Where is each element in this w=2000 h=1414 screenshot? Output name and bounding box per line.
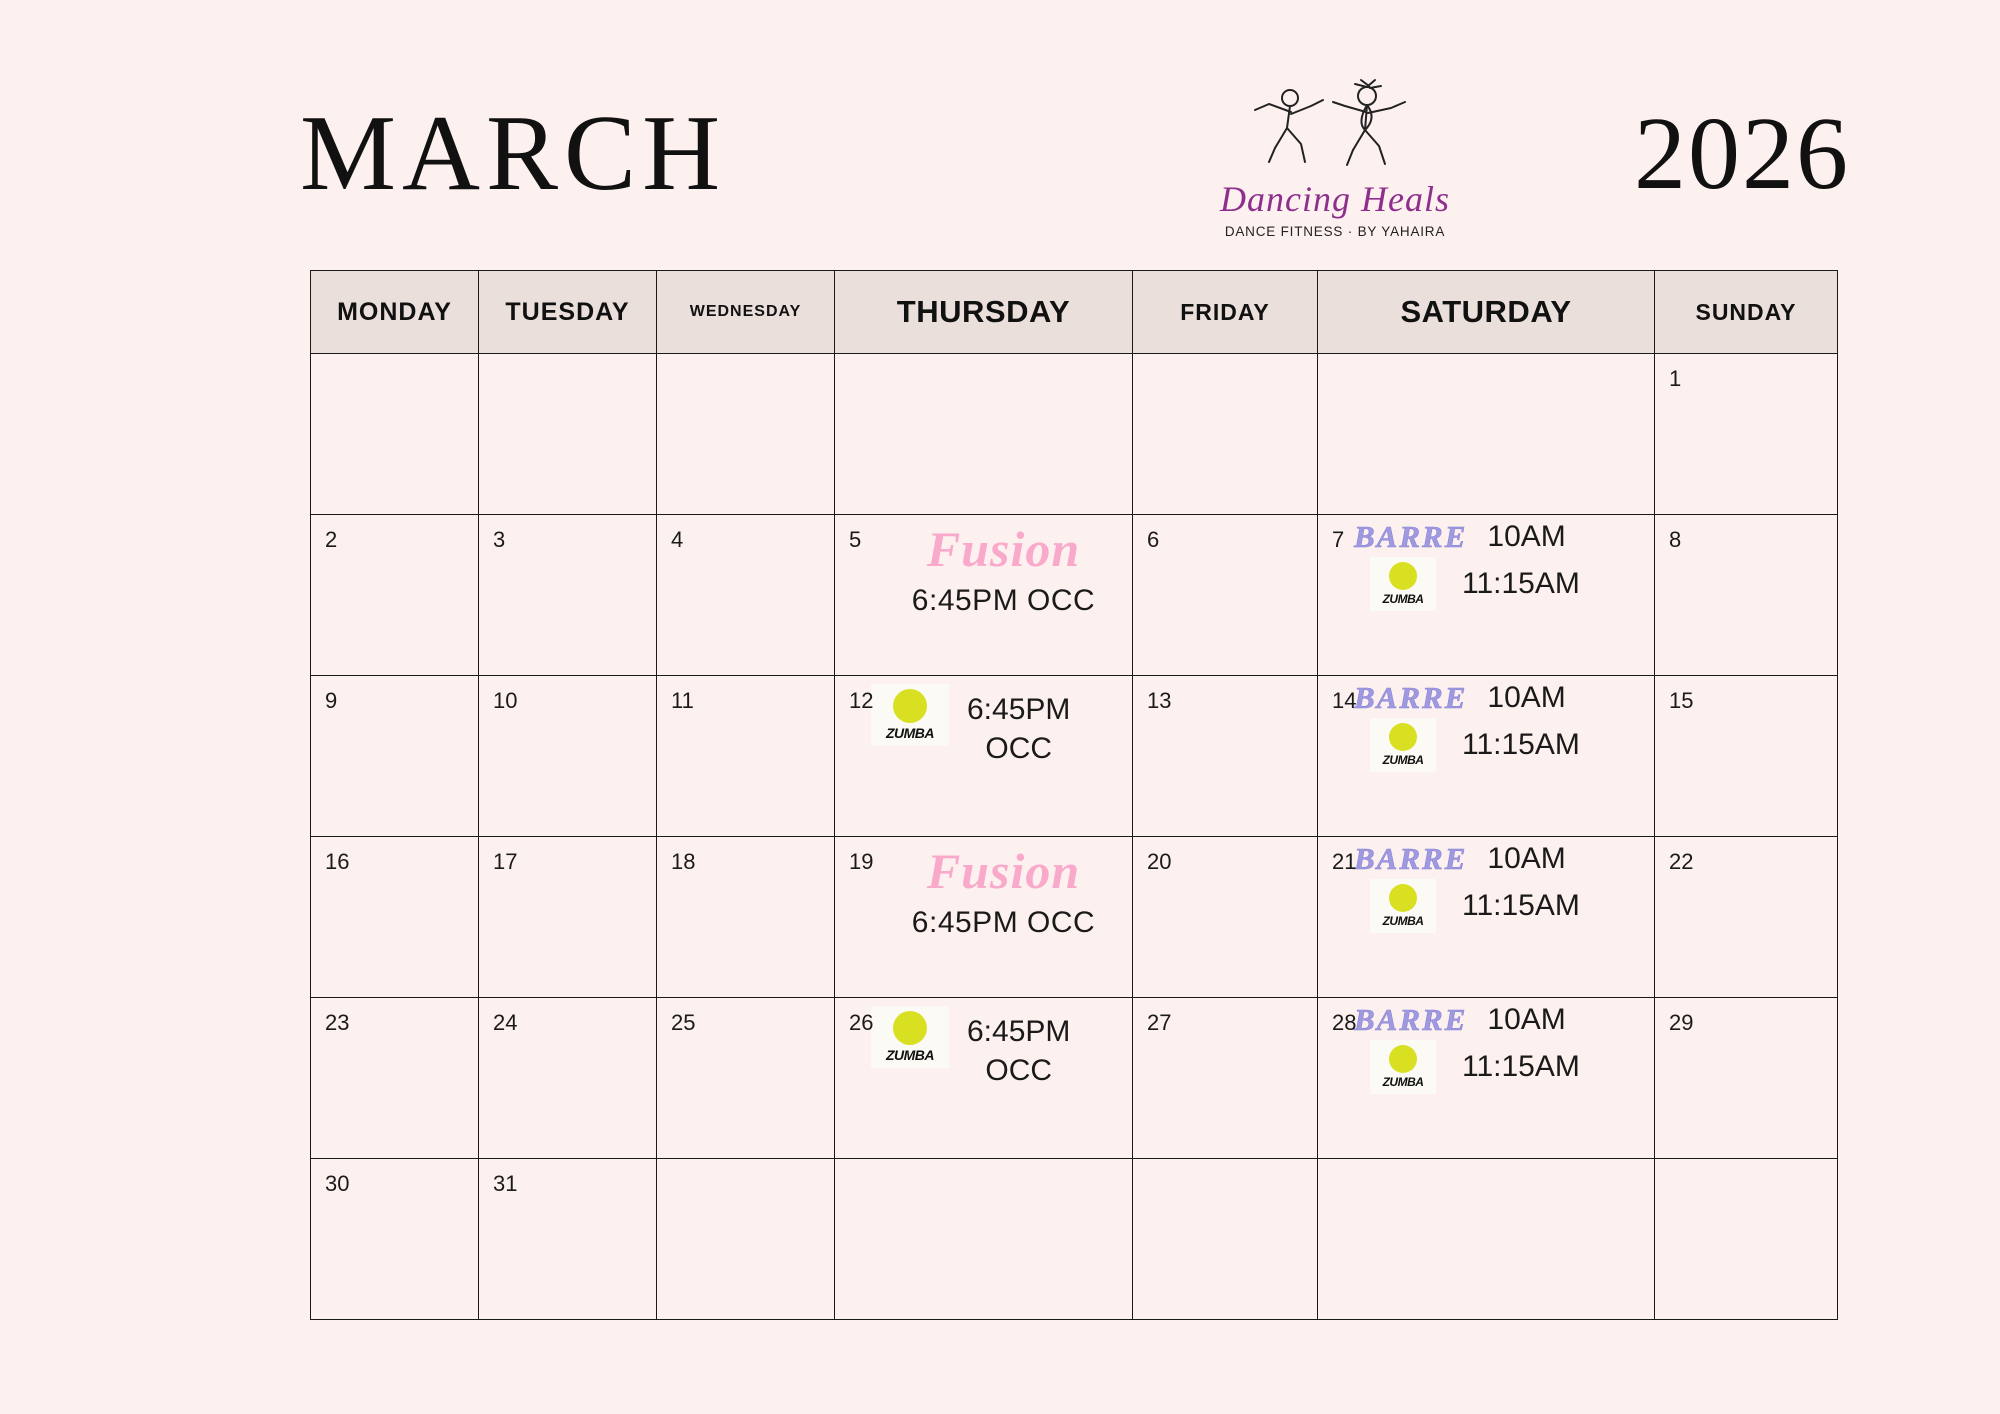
zumba-mark-icon <box>893 689 927 723</box>
day-number: 19 <box>849 849 874 874</box>
zumba-time: 11:15AM <box>1462 1050 1580 1083</box>
day-number: 2 <box>325 527 338 552</box>
day-cell[interactable] <box>311 515 479 676</box>
event-barre[interactable] <box>1318 1002 1654 1038</box>
event-zumba[interactable] <box>835 676 1132 768</box>
event-zumba[interactable] <box>835 998 1132 1090</box>
fusion-time: 6:45PM OCC <box>911 583 1096 617</box>
barre-label: BARRE <box>1354 680 1468 715</box>
event-fusion[interactable] <box>835 837 1132 940</box>
barre-label: BARRE <box>1354 519 1468 554</box>
day-number: 26 <box>849 1010 874 1035</box>
day-number: 17 <box>493 849 518 874</box>
month-calendar <box>310 270 1838 1320</box>
day-cell[interactable] <box>657 354 835 515</box>
barre-time: 10AM <box>1487 1003 1566 1036</box>
calendar-week-row <box>311 837 1838 998</box>
day-number: 31 <box>493 1171 518 1196</box>
event-barre[interactable] <box>1318 680 1654 716</box>
weekday-thursday: THURSDAY <box>835 271 1133 354</box>
day-cell[interactable] <box>835 837 1133 998</box>
day-number: 9 <box>325 688 338 713</box>
day-cell[interactable] <box>1655 837 1838 998</box>
event-zumba[interactable] <box>1318 1040 1654 1094</box>
day-number: 30 <box>325 1171 350 1196</box>
zumba-wordmark: ZUMBA <box>1382 1075 1424 1089</box>
day-cell[interactable] <box>1655 1159 1838 1320</box>
day-cell[interactable] <box>311 676 479 837</box>
day-number: 11 <box>671 688 694 713</box>
barre-label: BARRE <box>1354 841 1468 876</box>
zumba-time-line2: OCC <box>985 1054 1053 1087</box>
day-number: 20 <box>1147 849 1172 874</box>
day-cell[interactable] <box>1655 676 1838 837</box>
day-cell[interactable] <box>479 515 657 676</box>
zumba-time-line1: 6:45PM <box>967 1015 1071 1048</box>
day-cell[interactable] <box>1133 515 1318 676</box>
day-cell[interactable] <box>835 354 1133 515</box>
calendar-week-row <box>311 354 1838 515</box>
day-cell[interactable] <box>479 837 657 998</box>
weekday-wednesday: WEDNESDAY <box>657 271 835 354</box>
barre-time: 10AM <box>1487 520 1566 553</box>
day-cell[interactable] <box>311 354 479 515</box>
zumba-time <box>967 1012 1070 1090</box>
day-number: 5 <box>849 527 862 552</box>
day-number: 4 <box>671 527 684 552</box>
day-cell[interactable] <box>657 1159 835 1320</box>
zumba-time-line1: 6:45PM <box>967 693 1071 726</box>
zumba-wordmark: ZUMBA <box>1382 753 1424 767</box>
day-cell[interactable] <box>657 837 835 998</box>
event-fusion[interactable] <box>835 515 1132 618</box>
zumba-wordmark: ZUMBA <box>1382 914 1424 928</box>
day-cell[interactable] <box>1133 998 1318 1159</box>
day-cell[interactable] <box>1318 515 1655 676</box>
day-cell[interactable] <box>657 515 835 676</box>
page-title-year: 2026 <box>1634 96 1850 211</box>
day-number: 21 <box>1332 849 1357 874</box>
day-cell[interactable] <box>835 998 1133 1159</box>
zumba-time: 11:15AM <box>1462 889 1580 922</box>
zumba-mark-icon <box>1389 884 1417 912</box>
weekday-friday: FRIDAY <box>1133 271 1318 354</box>
weekday-tuesday: TUESDAY <box>479 271 657 354</box>
day-number: 16 <box>325 849 350 874</box>
day-cell[interactable] <box>835 676 1133 837</box>
calendar-header <box>0 40 2000 240</box>
day-number: 18 <box>671 849 696 874</box>
day-cell[interactable] <box>1318 998 1655 1159</box>
day-number: 8 <box>1669 527 1682 552</box>
zumba-wordmark: ZUMBA <box>885 1047 935 1063</box>
day-cell[interactable] <box>1133 1159 1318 1320</box>
zumba-icon <box>871 684 949 746</box>
zumba-time-line2: OCC <box>985 732 1053 765</box>
day-number: 12 <box>849 688 874 713</box>
fusion-label: Fusion <box>926 521 1081 577</box>
day-number: 29 <box>1669 1010 1694 1035</box>
day-cell[interactable] <box>479 354 657 515</box>
event-zumba[interactable] <box>1318 879 1654 933</box>
day-cell[interactable] <box>479 676 657 837</box>
day-number: 3 <box>493 527 506 552</box>
day-cell[interactable] <box>311 1159 479 1320</box>
day-number: 13 <box>1147 688 1172 713</box>
zumba-icon <box>871 1006 949 1068</box>
brand-logo <box>1215 70 1455 270</box>
day-cell[interactable] <box>1318 354 1655 515</box>
day-number: 27 <box>1147 1010 1172 1035</box>
day-number: 7 <box>1332 527 1345 552</box>
fusion-label: Fusion <box>926 843 1081 899</box>
barre-label: BARRE <box>1354 1002 1468 1037</box>
zumba-icon <box>1370 718 1436 772</box>
day-cell[interactable] <box>1318 1159 1655 1320</box>
event-barre[interactable] <box>1318 519 1654 555</box>
day-number: 24 <box>493 1010 518 1035</box>
day-number: 6 <box>1147 527 1160 552</box>
weekday-monday: MONDAY <box>311 271 479 354</box>
zumba-mark-icon <box>1389 562 1417 590</box>
weekday-saturday: SATURDAY <box>1318 271 1655 354</box>
barre-time: 10AM <box>1487 842 1566 875</box>
page-title-month: MARCH <box>300 94 727 213</box>
zumba-wordmark: ZUMBA <box>1382 592 1424 606</box>
calendar-week-row <box>311 1159 1838 1320</box>
weekday-sunday: SUNDAY <box>1655 271 1838 354</box>
zumba-wordmark: ZUMBA <box>885 725 935 741</box>
fusion-time: 6:45PM OCC <box>911 905 1096 939</box>
day-cell[interactable] <box>1133 837 1318 998</box>
day-number: 25 <box>671 1010 696 1035</box>
zumba-icon <box>1370 1040 1436 1094</box>
day-cell[interactable] <box>835 1159 1133 1320</box>
zumba-icon <box>1370 557 1436 611</box>
day-cell[interactable] <box>311 998 479 1159</box>
day-cell[interactable] <box>835 515 1133 676</box>
day-cell[interactable] <box>1655 354 1838 515</box>
brand-name: Dancing Heals <box>1220 179 1450 219</box>
zumba-mark-icon <box>1389 1045 1417 1073</box>
day-cell[interactable] <box>311 837 479 998</box>
day-number: 28 <box>1332 1010 1357 1035</box>
brand-tagline: DANCE FITNESS · BY YAHAIRA <box>1224 224 1446 239</box>
day-cell[interactable] <box>479 998 657 1159</box>
day-cell[interactable] <box>1133 354 1318 515</box>
day-number: 14 <box>1332 688 1357 713</box>
day-cell[interactable] <box>1655 515 1838 676</box>
day-cell[interactable] <box>657 998 835 1159</box>
day-number: 15 <box>1669 688 1694 713</box>
day-cell[interactable] <box>479 1159 657 1320</box>
day-cell[interactable] <box>1655 998 1838 1159</box>
calendar-week-row <box>311 515 1838 676</box>
day-number: 23 <box>325 1010 350 1035</box>
zumba-mark-icon <box>893 1011 927 1045</box>
zumba-icon <box>1370 879 1436 933</box>
zumba-time: 11:15AM <box>1462 728 1580 761</box>
zumba-mark-icon <box>1389 723 1417 751</box>
day-number: 10 <box>493 688 518 713</box>
zumba-time <box>967 690 1070 768</box>
calendar-week-row <box>311 998 1838 1159</box>
calendar-week-row <box>311 676 1838 837</box>
event-zumba[interactable] <box>1318 557 1654 611</box>
weekday-header-row <box>311 271 1838 354</box>
day-number: 1 <box>1669 366 1682 391</box>
event-barre[interactable] <box>1318 841 1654 877</box>
event-zumba[interactable] <box>1318 718 1654 772</box>
barre-time: 10AM <box>1487 681 1566 714</box>
day-cell[interactable] <box>1133 676 1318 837</box>
dancers-icon <box>1215 70 1455 180</box>
day-cell[interactable] <box>657 676 835 837</box>
zumba-time: 11:15AM <box>1462 567 1580 600</box>
day-cell[interactable] <box>1318 676 1655 837</box>
day-cell[interactable] <box>1318 837 1655 998</box>
day-number: 22 <box>1669 849 1694 874</box>
